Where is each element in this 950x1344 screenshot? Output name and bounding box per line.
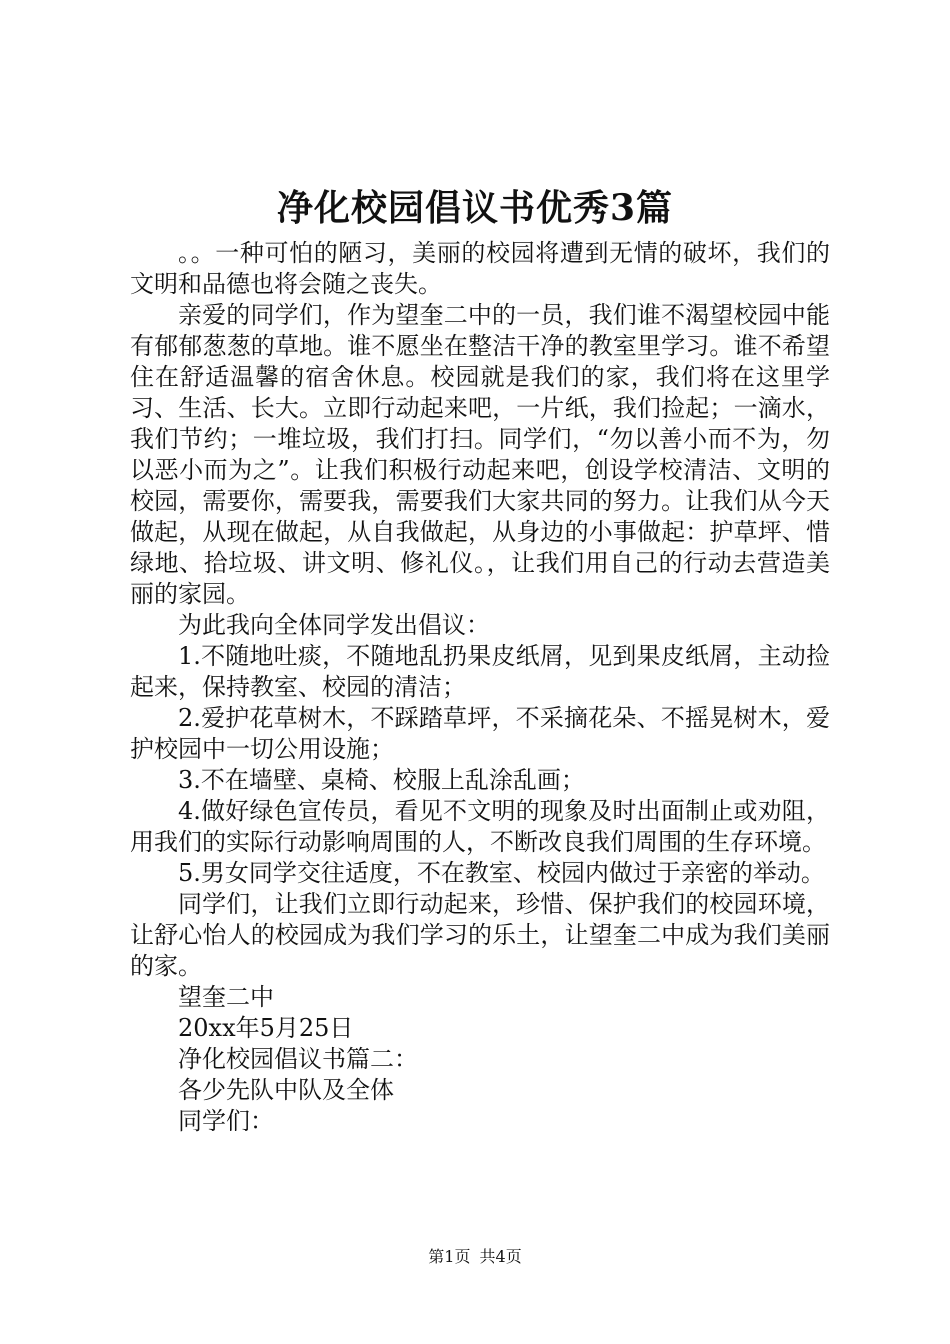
signature: 望奎二中 (178, 983, 274, 1011)
section2-salutation-line1: 各少先队中队及全体 (178, 1076, 394, 1104)
page-total: 共4页 (479, 1247, 522, 1266)
paragraph-intro: 。。一种可怕的陋习，美丽的校园将遭到无情的破坏，我们的文明和品德也将会随之丧失。 (130, 239, 830, 298)
page-number: 第1页 (428, 1247, 471, 1266)
section2-salutation-line2: 同学们： (178, 1107, 274, 1135)
section2-title: 净化校园倡议书篇二： (178, 1045, 418, 1073)
proposal-item-3: 3.不在墙壁、桌椅、校服上乱涂乱画； (178, 766, 585, 794)
proposal-item-5: 5.男女同学交往适度，不在教室、校园内做过于亲密的举动。 (178, 859, 825, 887)
page-footer (0, 1246, 950, 1268)
paragraph-main: 亲爱的同学们，作为望奎二中的一员，我们谁不渴望校园中能有郁郁葱葱的草地。谁不愿坐在整洁干净的教室里学习。谁不希望住在舒适温馨的宿舍休息。校园就是我们的家，我们将在这里学习、生活、长大。立即行动起来吧，一片纸，我们捡起；一滴水，我们节约；一堆垃圾，我们打扫。同学们，“勿以善小而不为，勿以恶小而为之”。让我们积极行动起来吧，创设学校清洁、文明的校园，需要你，需要我，需要我们大家共同的努力。让我们从今天做起，从现在做起，从自我做起，从身边的小事做起：护草坪、惜绿地、拾垃圾、讲文明、修礼仪。，让我们用自己的行动去营造美丽的家园。 (130, 301, 830, 608)
document-body (130, 238, 830, 1137)
date: 20xx年5月25日 (178, 1014, 354, 1042)
paragraph-proposal-intro: 为此我向全体同学发出倡议： (178, 611, 490, 639)
proposal-item-2: 2.爱护花草树木，不踩踏草坪，不采摘花朵、不摇晃树木，爱护校园中一切公用设施； (130, 704, 830, 763)
proposal-item-1: 1.不随地吐痰，不随地乱扔果皮纸屑，见到果皮纸屑，主动捡起来，保持教室、校园的清洁； (130, 642, 830, 701)
document-title: 净化校园倡议书优秀3篇 (276, 187, 674, 229)
proposal-item-4: 4.做好绿色宣传员，看见不文明的现象及时出面制止或劝阻，用我们的实际行动影响周围的人，不断改良我们周围的生存环境。 (130, 797, 830, 856)
paragraph-closing: 同学们，让我们立即行动起来，珍惜、保护我们的校园环境，让舒心怡人的校园成为我们学习的乐土，让望奎二中成为我们美丽的家。 (130, 890, 830, 980)
